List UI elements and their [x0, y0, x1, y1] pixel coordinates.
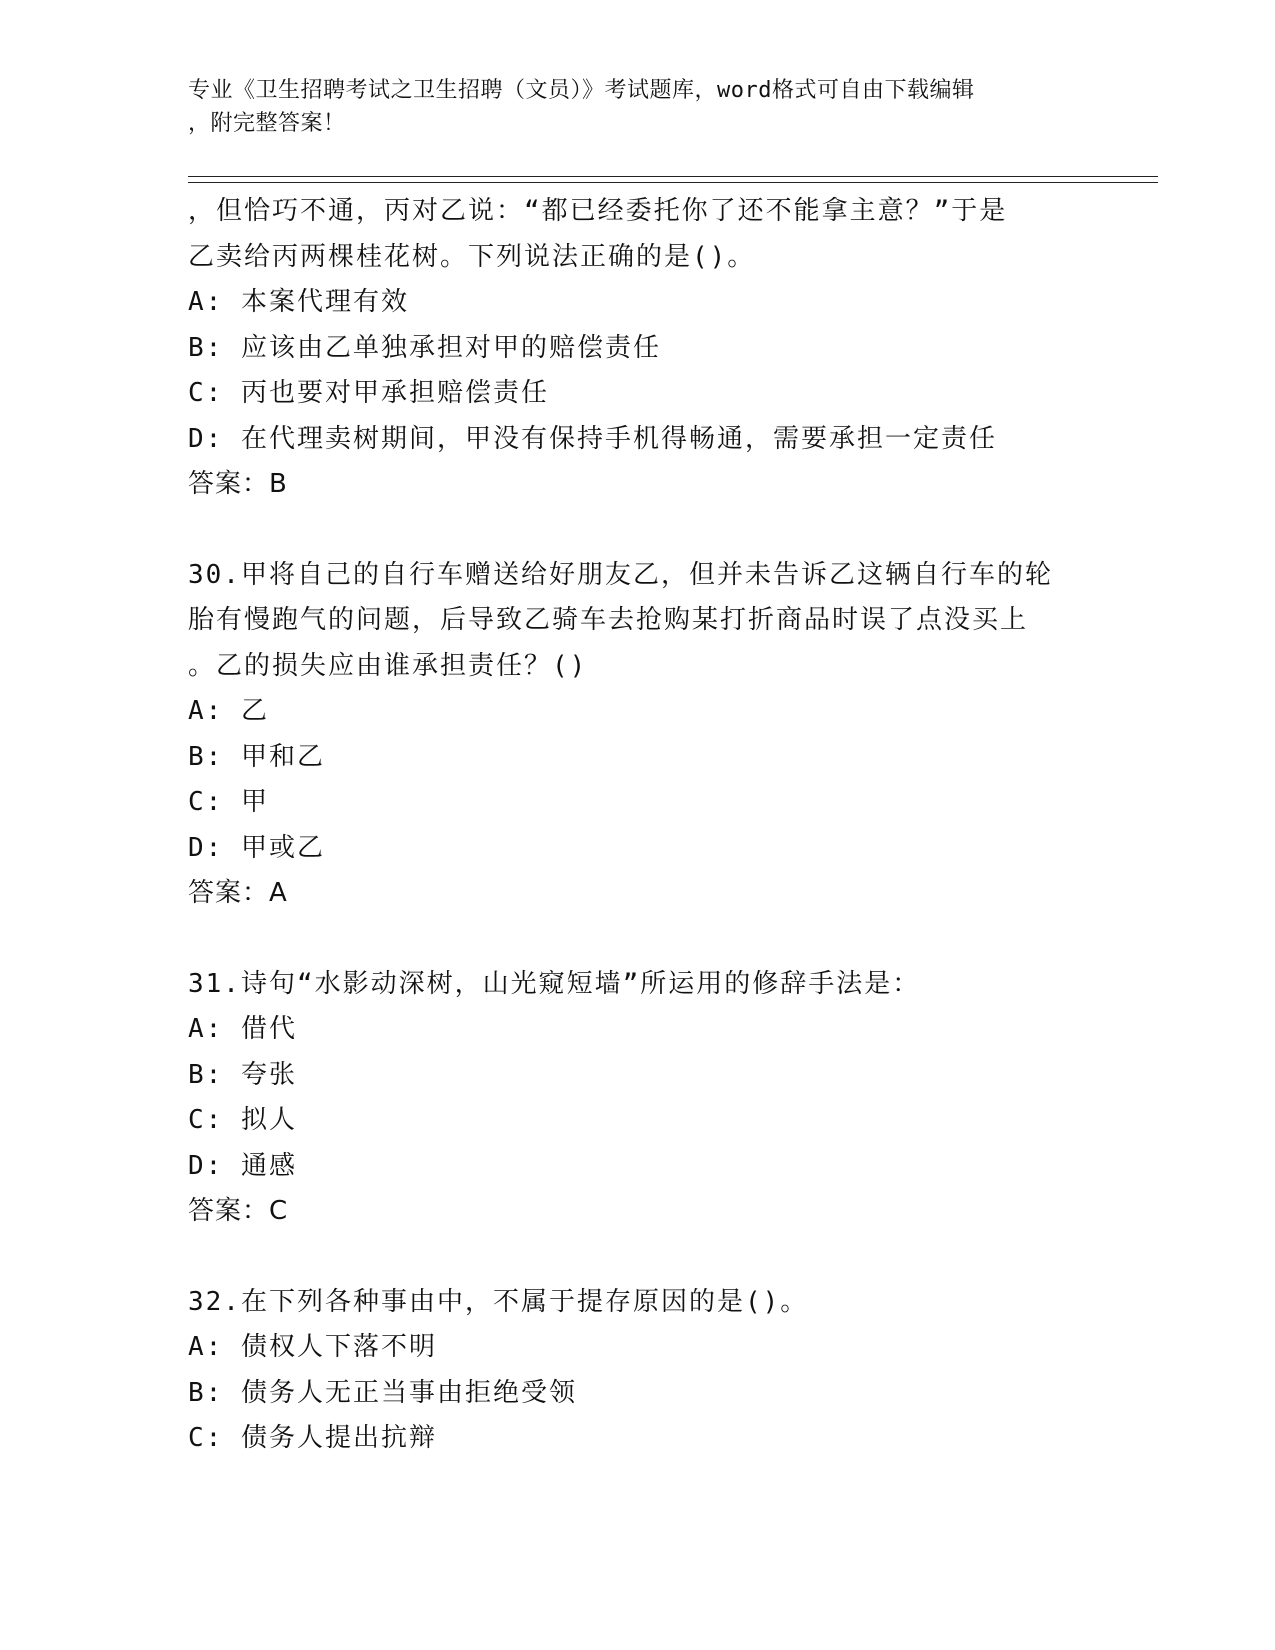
header-title-line-1: 专业《卫生招聘考试之卫生招聘（文员）》考试题库，word格式可自由下载编辑	[188, 78, 975, 103]
option-b: B: 甲和乙	[188, 741, 325, 772]
option-d: D: 在代理卖树期间，甲没有保持手机得畅通，需要承担一定责任	[188, 423, 997, 454]
question-stem-line: 乙卖给丙两棵桂花树。下列说法正确的是()。	[188, 241, 756, 272]
question-stem-line: ，但恰巧不通，丙对乙说：“都已经委托你了还不能拿主意？”于是	[188, 196, 1008, 226]
header-title-line-2: ，附完整答案！	[188, 111, 346, 136]
option-a: A: 借代	[188, 1014, 297, 1044]
option-a: A: 乙	[188, 696, 269, 726]
header-divider-top	[188, 176, 1158, 177]
answer-line: 答案：C	[188, 1196, 289, 1226]
answer-line: 答案：A	[188, 878, 288, 908]
option-a: A: 本案代理有效	[188, 287, 409, 317]
question-31	[188, 962, 1088, 1235]
question-stem-line: 。乙的损失应由谁承担责任？()	[188, 650, 588, 681]
question-spacer	[188, 1235, 1088, 1280]
option-d: D: 甲或乙	[188, 832, 325, 863]
answer-line: 答案：B	[188, 469, 288, 499]
option-b: B: 夸张	[188, 1059, 297, 1090]
question-30	[188, 553, 1088, 917]
header-divider-bottom	[188, 182, 1158, 183]
option-c: C: 丙也要对甲承担赔偿责任	[188, 378, 549, 408]
option-b: B: 债务人无正当事由拒绝受领	[188, 1377, 577, 1408]
question-stem-line: 32.在下列各种事由中，不属于提存原因的是()。	[188, 1286, 809, 1317]
question-spacer	[188, 508, 1088, 553]
question-32	[188, 1280, 1088, 1462]
option-a: A: 债权人下落不明	[188, 1332, 437, 1362]
document-header	[188, 74, 1088, 140]
question-stem-line: 30.甲将自己的自行车赠送给好朋友乙，但并未告诉乙这辆自行车的轮	[188, 559, 1053, 590]
question-stem-line: 31.诗句“水影动深树，山光窥短墙”所运用的修辞手法是：	[188, 968, 921, 999]
question-list	[188, 189, 1088, 1462]
question-stem-line: 胎有慢跑气的问题，后导致乙骑车去抢购某打折商品时误了点没买上	[188, 605, 1029, 635]
option-b: B: 应该由乙单独承担对甲的赔偿责任	[188, 332, 661, 363]
question-29	[188, 189, 1088, 508]
option-c: C: 甲	[188, 787, 269, 817]
option-c: C: 拟人	[188, 1105, 297, 1135]
question-spacer	[188, 917, 1088, 962]
option-d: D: 通感	[188, 1150, 297, 1181]
option-c: C: 债务人提出抗辩	[188, 1423, 437, 1453]
